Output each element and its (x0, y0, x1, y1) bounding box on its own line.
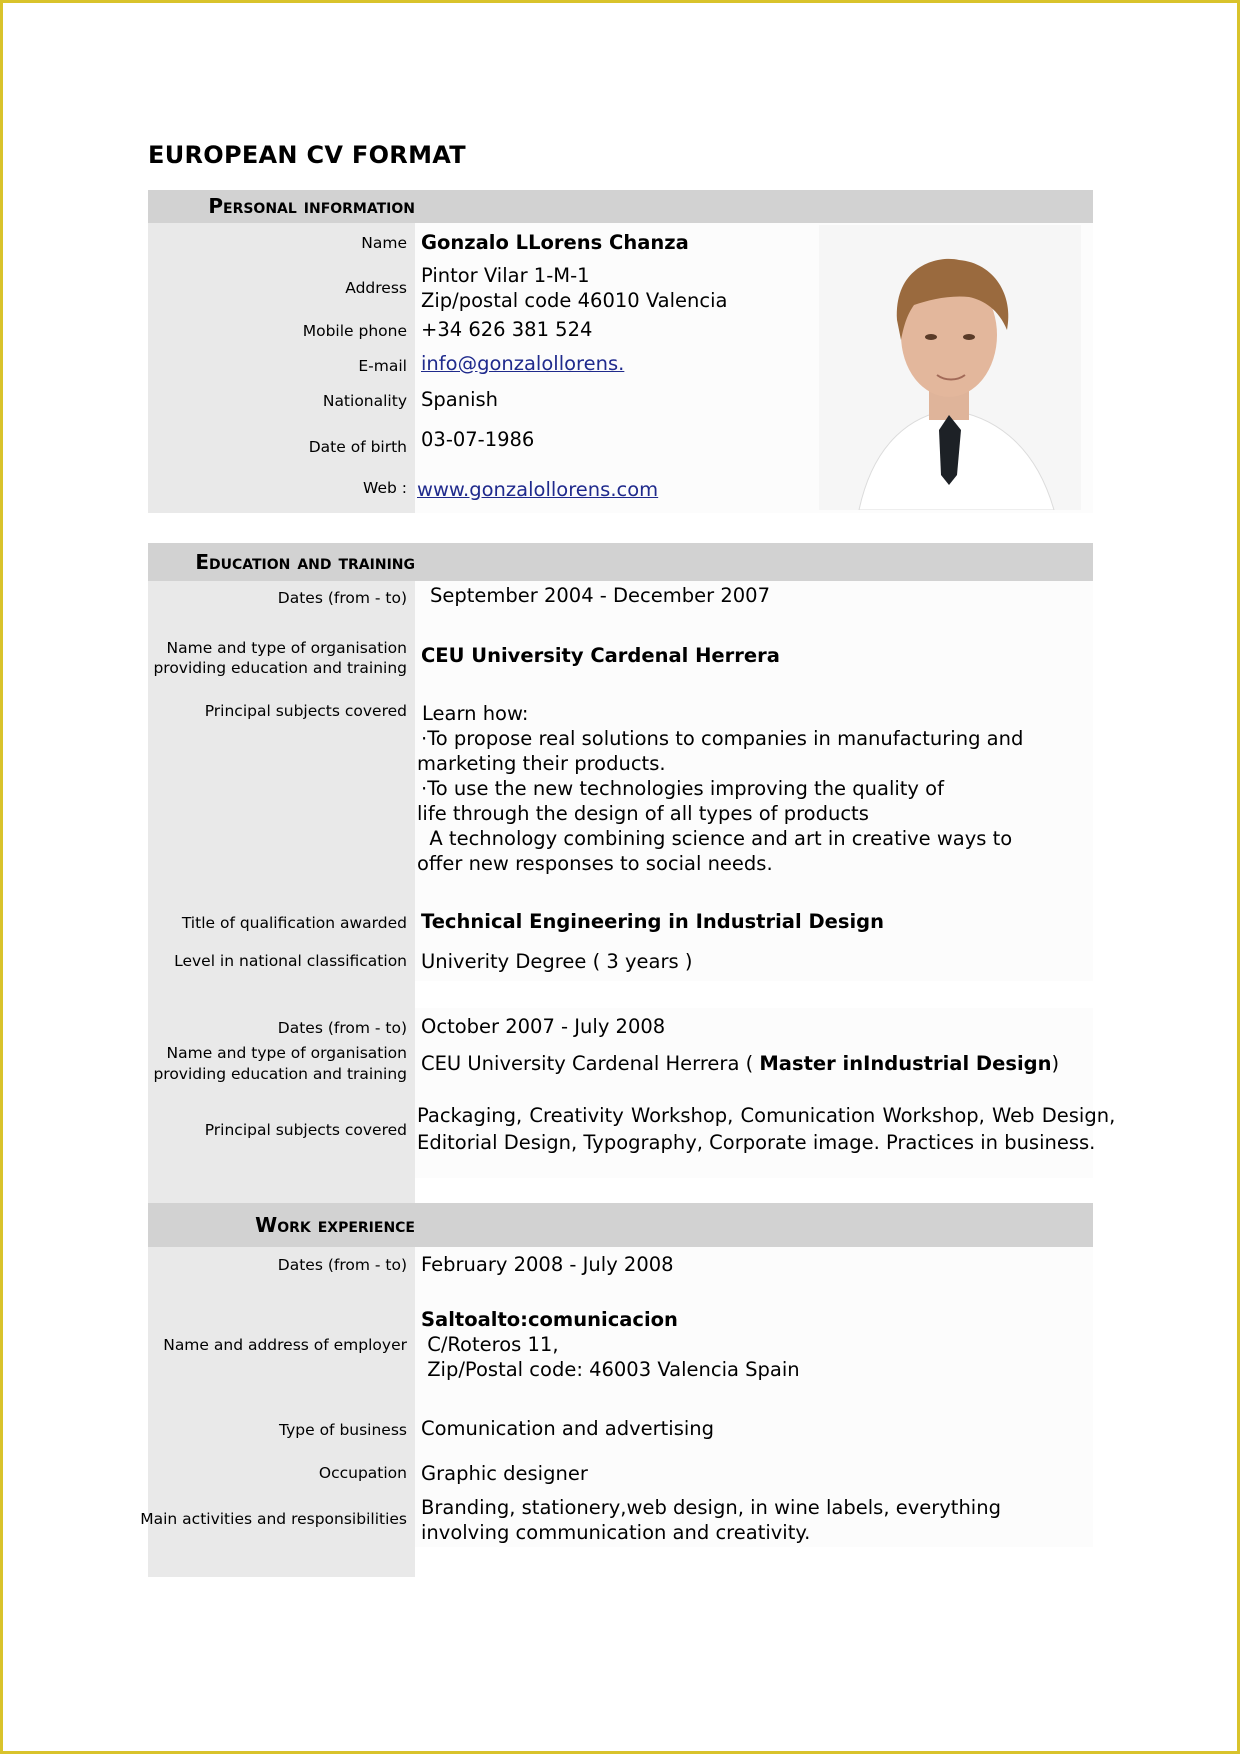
edu1-dates: September 2004 - December 2007 (430, 584, 770, 607)
edu1-org-label-line-1: Name and type of organisation (166, 639, 407, 657)
edu2-organisation (421, 1051, 1059, 1076)
person-name: Gonzalo LLorens Chanza (421, 231, 689, 254)
mobile-phone: +34 626 381 524 (421, 318, 593, 341)
occupation-label: Occupation (318, 1464, 407, 1482)
section-title-work: Work experience (255, 1213, 415, 1237)
name-label: Name (361, 234, 407, 252)
edu1-subjects-line-5: life through the design of all types of products (417, 802, 869, 825)
website-link[interactable]: www.gonzalollorens.com (417, 478, 659, 501)
nationality: Spanish (421, 388, 499, 411)
business-type: Comunication and advertising (421, 1417, 715, 1440)
address-line-1: Pintor Vilar 1-M-1 (421, 264, 590, 287)
edu1-dates-label: Dates (from - to) (277, 589, 407, 607)
business-type-label: Type of business (279, 1421, 407, 1439)
date-of-birth: 03-07-1986 (421, 428, 535, 451)
edu2-dates-label: Dates (from - to) (277, 1019, 407, 1037)
activities-label: Main activities and responsibilities (140, 1510, 407, 1528)
edu1-organisation: CEU University Cardenal Herrera (421, 644, 780, 667)
web-label: Web : (363, 479, 407, 497)
edu2-dates: October 2007 - July 2008 (421, 1015, 666, 1038)
edu1-qualification: Technical Engineering in Industrial Design (421, 910, 884, 933)
work-dates: February 2008 - July 2008 (421, 1253, 674, 1276)
edu2-org-prefix: CEU University Cardenal Herrera ( (421, 1052, 760, 1075)
nationality-label: Nationality (322, 392, 407, 410)
edu2-org-suffix: ) (1051, 1052, 1060, 1075)
edu2-subjects-label: Principal subjects covered (204, 1121, 407, 1139)
mobile-phone-label: Mobile phone (302, 322, 407, 340)
edu1-subjects-line-2: ·To propose real solutions to companies in manufacturing and (421, 727, 1024, 750)
email-label: E-mail (358, 357, 407, 375)
cv-title: EUROPEAN CV FORMAT (148, 141, 466, 169)
edu1-subjects-line-3: marketing their products. (417, 752, 666, 775)
edu2-subjects-line-2: Editorial Design, Typography, Corporate image. Practices in business. (417, 1131, 1096, 1154)
edu1-subjects-line-6: A technology combining science and art in creative ways to (417, 827, 1013, 850)
section-header-work (148, 1203, 1093, 1247)
edu1-subjects-line-1: Learn how: (422, 702, 529, 725)
work-dates-label: Dates (from - to) (277, 1256, 407, 1274)
edu1-level: Univerity Degree ( 3 years ) (421, 950, 693, 973)
edu1-level-label: Level in national classification (174, 952, 407, 970)
profile-photo (819, 225, 1081, 510)
employer-address-line-2: Zip/Postal code: 46003 Valencia Spain (421, 1358, 800, 1381)
edu2-org-label-line-1: Name and type of organisation (166, 1044, 407, 1062)
activities-line-1: Branding, stationery,web design, in wine labels, everything (421, 1496, 1001, 1519)
edu2-org-degree: Master inIndustrial Design (759, 1052, 1052, 1075)
address-label: Address (345, 279, 407, 297)
employer-address-line-1: C/Roteros 11, (421, 1333, 559, 1356)
edu1-qualification-label: Title of qualification awarded (181, 914, 407, 932)
edu2-org-label-line-2: providing education and training (153, 1065, 407, 1083)
date-of-birth-label: Date of birth (308, 438, 407, 456)
section-title-education: Education and training (195, 550, 415, 574)
activities-line-2: involving communication and creativity. (421, 1521, 811, 1544)
section-header-personal (148, 190, 1093, 223)
address-line-2: Zip/postal code 46010 Valencia (421, 289, 728, 312)
profile-photo-image (819, 225, 1081, 510)
edu1-org-label-line-2: providing education and training (153, 659, 407, 677)
edu1-subjects-line-4: ·To use the new technologies improving the quality of (421, 777, 944, 800)
employer-name: Saltoalto:comunicacion (421, 1308, 678, 1331)
edu1-subjects-label: Principal subjects covered (204, 702, 407, 720)
section-title-personal: Personal information (208, 194, 415, 218)
section-header-education (148, 543, 1093, 581)
email-link[interactable]: info@gonzalollorens. (421, 352, 625, 375)
edu1-subjects-line-7: offer new responses to social needs. (417, 852, 773, 875)
employer-label: Name and address of employer (163, 1336, 407, 1354)
occupation: Graphic designer (421, 1462, 588, 1485)
edu2-subjects-line-1: Packaging, Creativity Workshop, Comunication Workshop, Web Design, (417, 1104, 1116, 1127)
